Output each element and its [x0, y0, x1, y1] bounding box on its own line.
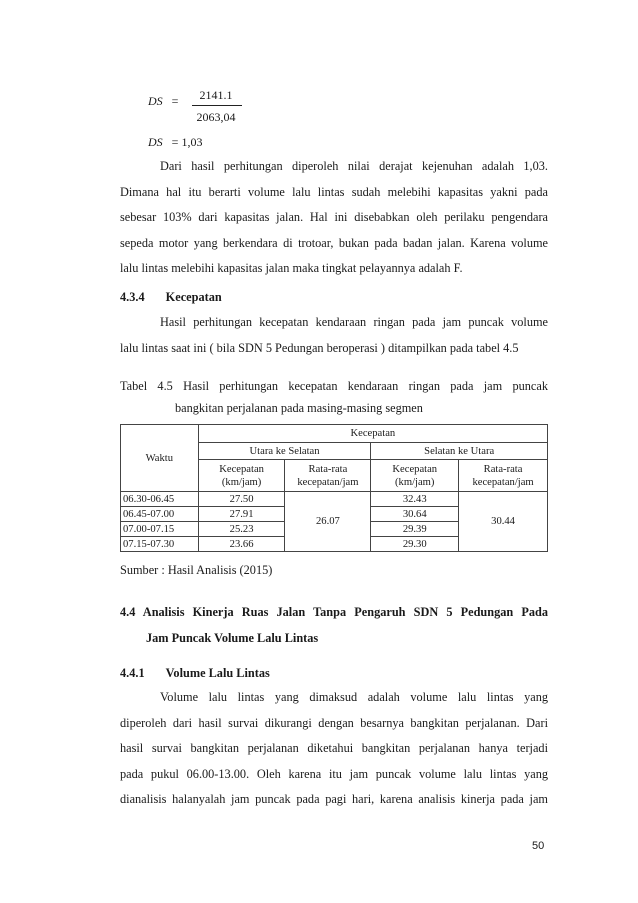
- paragraph-line: Dari hasil perhitungan diperoleh nilai derajat kejenuhan adalah 1,03.: [160, 159, 548, 173]
- eq2-lhs: DS: [148, 135, 163, 149]
- cell-kecepatan-su: 30.64: [371, 507, 459, 522]
- paragraph-line: lalu lintas melebihi kapasitas jalan maka tingkat pelayannya adalah F.: [120, 261, 463, 275]
- cell-kecepatan-us: 25.23: [198, 522, 285, 537]
- table-row: [121, 492, 548, 507]
- table-source: Sumber : Hasil Analisis (2015): [120, 563, 273, 577]
- speed-table: [120, 424, 548, 552]
- header-text: (km/jam): [395, 476, 435, 488]
- paragraph-line: dianalisis halanyalah jam puncak pada pagi hari, karena analisis kinerja pada jam: [120, 792, 548, 806]
- caption-line: Tabel 4.5 Hasil perhitungan kecepatan kendaraan ringan pada jam puncak: [120, 379, 548, 393]
- header-selatan-ke-utara: Selatan ke Utara: [371, 443, 548, 460]
- section-number: 4.3.4: [120, 290, 145, 304]
- equation-ds-result: [148, 135, 202, 150]
- header-text: (km/jam): [221, 476, 262, 488]
- header-text: kecepatan/jam: [297, 476, 359, 488]
- header-text: Rata-rata: [483, 463, 523, 475]
- paragraph-line: hasil survai bangkitan perjalanan diketahui bangkitan perjalanan hanya terjadi: [120, 741, 548, 755]
- header-text: kecepatan/jam: [472, 476, 534, 488]
- equation-ds-fraction: [148, 94, 178, 109]
- cell-waktu: 06.30-06.45: [121, 492, 199, 507]
- header-kecepatan-kmjam: [371, 460, 459, 492]
- cell-rata-rata-su: 30.44: [459, 492, 548, 552]
- header-kecepatan: Kecepatan: [198, 425, 547, 443]
- section-title: Kecepatan: [165, 290, 222, 304]
- section-heading-kecepatan: [120, 290, 222, 305]
- table-header-row: [121, 425, 548, 443]
- cell-kecepatan-us: 27.50: [198, 492, 285, 507]
- header-rata-rata: [285, 460, 371, 492]
- cell-waktu: 06.45-07.00: [121, 507, 199, 522]
- header-utara-ke-selatan: Utara ke Selatan: [198, 443, 371, 460]
- page-number: 50: [532, 840, 545, 852]
- section-number: 4.4.1: [120, 666, 145, 680]
- section-heading-4-4: [120, 600, 548, 651]
- eq2-rhs: = 1,03: [171, 135, 203, 149]
- cell-waktu: 07.15-07.30: [121, 537, 199, 552]
- paragraph-line: sepeda motor yang berkendara di trotoar, bukan pada badan jalan. Karena volume: [120, 235, 548, 250]
- paragraph-line: Hasil perhitungan kecepatan kendaraan ringan pada jam puncak volume: [160, 315, 548, 329]
- eq1-equals: =: [171, 94, 179, 108]
- heading-line: 4.4 Analisis Kinerja Ruas Jalan Tanpa Pengaruh SDN 5 Pedungan Pada: [120, 605, 548, 619]
- cell-kecepatan-su: 32.43: [371, 492, 459, 507]
- header-text: Kecepatan: [392, 463, 438, 475]
- caption-line: bangkitan perjalanan pada masing-masing segmen: [175, 401, 423, 415]
- table-caption: [120, 375, 548, 419]
- cell-kecepatan-su: 29.39: [371, 522, 459, 537]
- paragraph-line: lalu lintas saat ini ( bila SDN 5 Pedungan beroperasi ) ditampilkan pada tabel 4.5: [120, 340, 519, 355]
- eq1-fraction-bar: [192, 105, 242, 106]
- paragraph-line: pada pukul 06.00-13.00. Oleh karena itu jam puncak volume lalu lintas yang: [120, 766, 548, 781]
- cell-kecepatan-su: 29.30: [371, 537, 459, 552]
- eq1-denominator: 2063,04: [196, 110, 236, 124]
- eq1-numerator: 2141.1: [199, 88, 233, 102]
- eq1-lhs: DS: [148, 94, 163, 108]
- cell-waktu: 07.00-07.15: [121, 522, 199, 537]
- header-text: Kecepatan: [219, 463, 264, 475]
- paragraph-line: sebesar 103% dari kapasitas jalan. Hal ini disebabkan oleh perilaku pengendara: [120, 210, 548, 224]
- paragraph-line: diperoleh dari hasil survai dikurangi dengan besarnya bangkitan perjalanan. Dari: [120, 715, 548, 730]
- paragraph-derajat-kejenuhan: [120, 154, 548, 282]
- header-kecepatan-kmjam: [198, 460, 285, 492]
- section-title: Volume Lalu Lintas: [165, 666, 270, 680]
- header-rata-rata: [459, 460, 548, 492]
- header-waktu: Waktu: [121, 425, 199, 492]
- section-heading-volume-lalu-lintas: [120, 666, 270, 681]
- paragraph-volume-lalu-lintas: [120, 685, 548, 813]
- paragraph-kecepatan: [120, 310, 548, 361]
- cell-kecepatan-us: 27.91: [198, 507, 285, 522]
- cell-kecepatan-us: 23.66: [198, 537, 285, 552]
- paragraph-line: Volume lalu lintas yang dimaksud adalah volume lalu lintas yang: [160, 690, 548, 704]
- paragraph-line: Dimana hal itu berarti volume lalu lintas sudah melebihi kapasitas yakni pada: [120, 184, 548, 199]
- cell-rata-rata-us: 26.07: [285, 492, 371, 552]
- header-text: Rata-rata: [308, 463, 348, 475]
- heading-line: Jam Puncak Volume Lalu Lintas: [146, 630, 319, 645]
